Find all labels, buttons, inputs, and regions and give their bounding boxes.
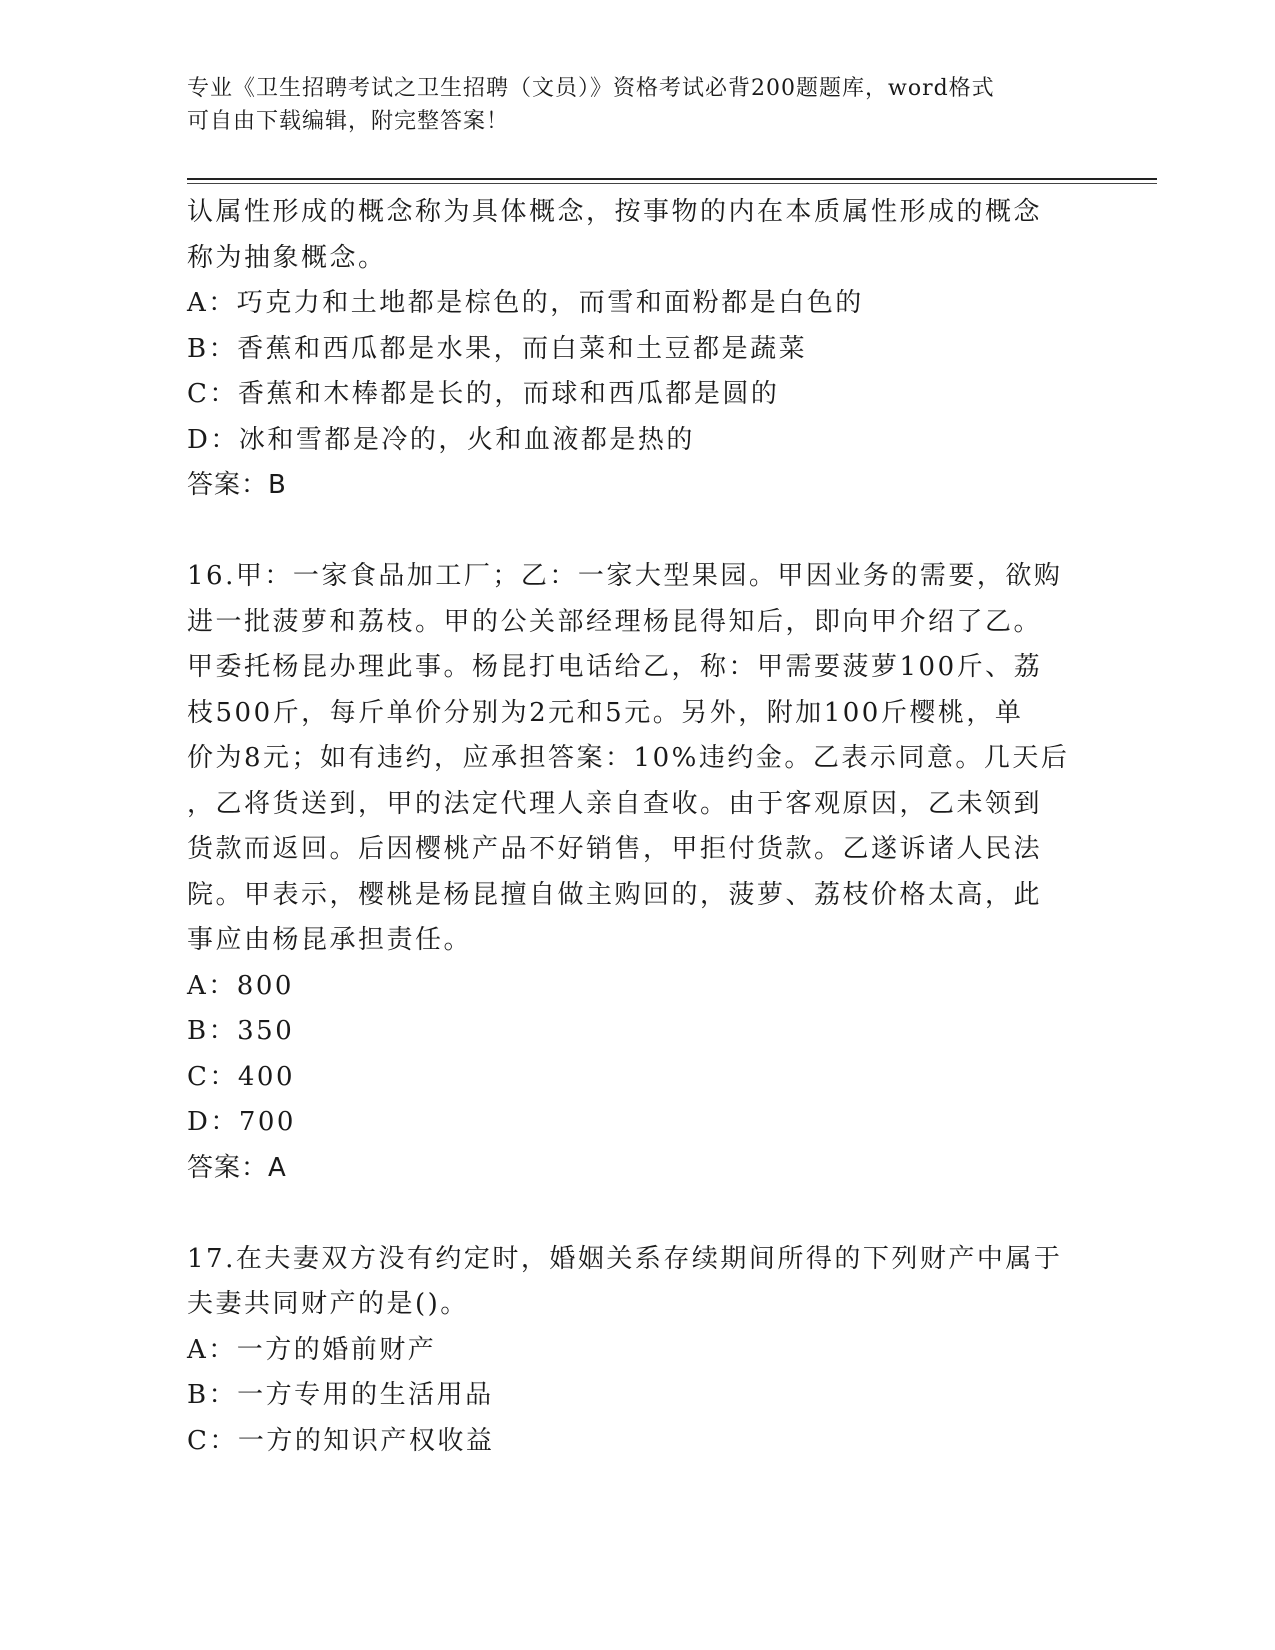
question-text-line: ，乙将货送到，甲的法定代理人亲自查收。由于客观原因，乙未领到	[187, 788, 1043, 819]
option-b: B：香蕉和西瓜都是水果，而白菜和土豆都是蔬菜	[187, 333, 808, 364]
option-c: C：香蕉和木棒都是长的，而球和西瓜都是圆的	[187, 379, 780, 409]
question-text-line: 院。甲表示，樱桃是杨昆擅自做主购回的，菠萝、荔枝价格太高，此	[187, 879, 1043, 910]
question-text-line: 17.在夫妻双方没有约定时，婚姻关系存续期间所得的下列财产中属于	[187, 1243, 1063, 1274]
question-17	[187, 1237, 1087, 1465]
option-b: B：一方专用的生活用品	[187, 1380, 494, 1410]
option-d: D：冰和雪都是冷的，火和血液都是热的	[187, 424, 695, 455]
option-a: A：一方的婚前财产	[187, 1334, 437, 1365]
option-a: A：800	[187, 970, 294, 1001]
question-16	[187, 554, 1087, 1191]
header-line-1: 专业《卫生招聘考试之卫生招聘（文员）》资格考试必背200题题库，word格式	[187, 76, 995, 101]
answer-label: 答案：A	[187, 1152, 287, 1183]
document-body	[187, 190, 1087, 1464]
question-text-line: 甲委托杨昆办理此事。杨昆打电话给乙，称：甲需要菠萝100斤、荔	[187, 652, 1043, 682]
option-a: A：巧克力和土地都是棕色的，而雪和面粉都是白色的	[187, 288, 864, 318]
question-text-line: 夫妻共同财产的是()。	[187, 1289, 469, 1319]
option-b: B：350	[187, 1016, 295, 1046]
question-text-line: 货款而返回。后因樱桃产品不好销售，甲拒付货款。乙遂诉诸人民法	[187, 834, 1043, 864]
document-header	[187, 72, 1067, 138]
header-line-2: 可自由下载编辑，附完整答案！	[187, 109, 510, 134]
question-text-line: 称为抽象概念。	[187, 242, 387, 273]
question-text-line: 价为8元；如有违约，应承担答案：10%违约金。乙表示同意。几天后	[187, 743, 1070, 773]
question-15	[187, 190, 1087, 509]
option-c: C：400	[187, 1061, 296, 1092]
header-divider-thin	[187, 183, 1157, 184]
question-text-line: 16.甲：一家食品加工厂；乙：一家大型果园。甲因业务的需要，欲购	[187, 561, 1063, 591]
question-text-line: 进一批菠萝和荔枝。甲的公关部经理杨昆得知后，即向甲介绍了乙。	[187, 606, 1043, 637]
option-c: C：一方的知识产权收益	[187, 1425, 495, 1456]
option-d: D：700	[187, 1107, 296, 1137]
question-text-line: 事应由杨昆承担责任。	[187, 925, 473, 955]
answer-label: 答案：B	[187, 470, 287, 500]
question-text-line: 枝500斤，每斤单价分别为2元和5元。另外，附加100斤樱桃，单	[187, 697, 1024, 728]
header-divider-thick	[187, 178, 1157, 180]
question-text-line: 认属性形成的概念称为具体概念，按事物的内在本质属性形成的概念	[187, 197, 1043, 227]
